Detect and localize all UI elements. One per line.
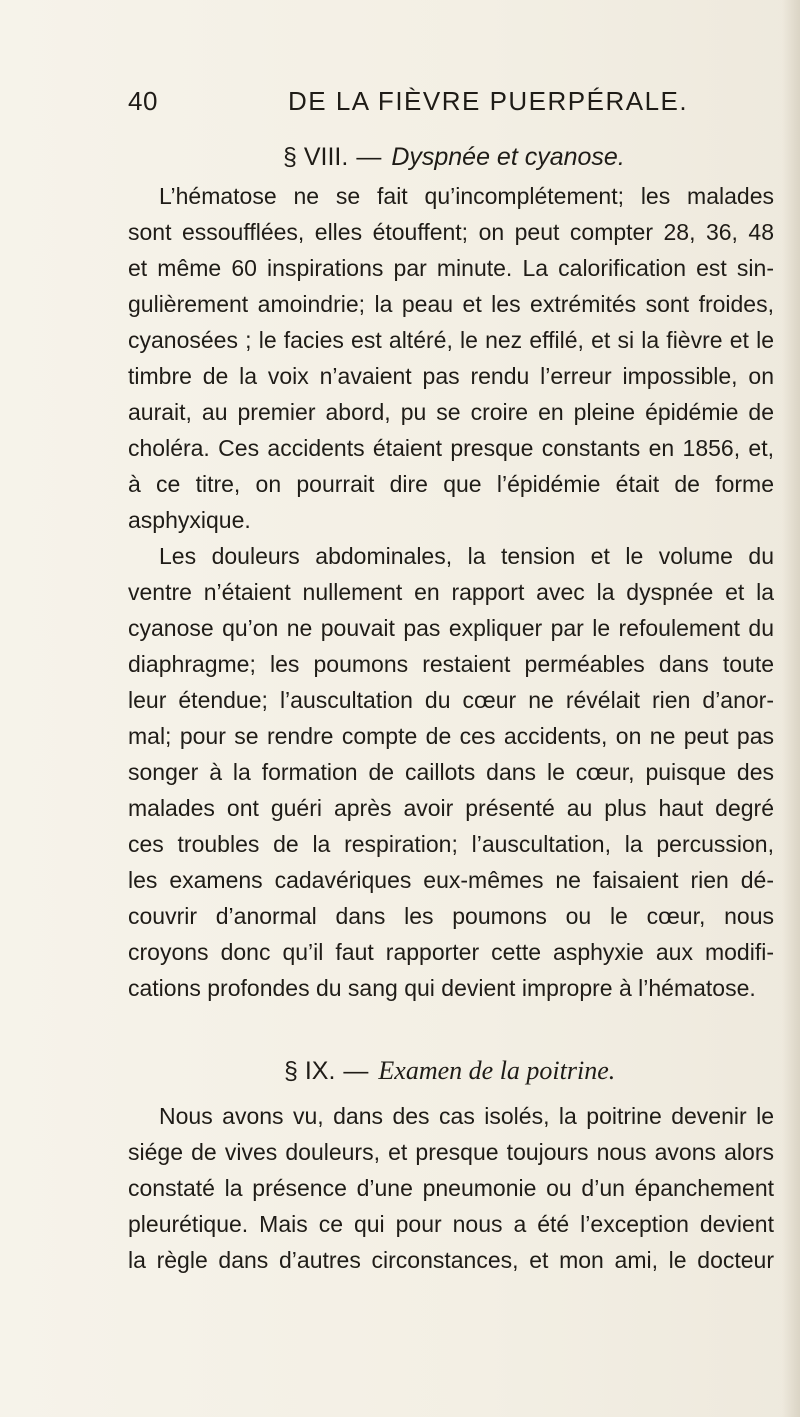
- text-line: à ce titre, on pourrait dire que l’épidémie était de forme: [128, 471, 774, 497]
- text-line: diaphragme; les poumons restaient perméables dans toute: [128, 651, 774, 677]
- text-line: aurait, au premier abord, pu se croire en pleine épidémie de: [128, 399, 774, 425]
- text-line: constaté la présence d’une pneumonie ou d’un épanchement: [128, 1175, 774, 1201]
- text-line: siége de vives douleurs, et presque toujours nous avons alors: [128, 1139, 774, 1165]
- text-line: songer à la formation de caillots dans le cœur, puisque des: [128, 759, 774, 785]
- text-line: gulièrement amoindrie; la peau et les extrémités sont froides,: [128, 291, 774, 317]
- text-line: Les douleurs abdominales, la tension et le volume du: [159, 543, 774, 569]
- text-line: asphyxique.: [128, 507, 251, 533]
- text-line: cyanosées ; le facies est altéré, le nez effilé, et si la fièvre et le: [128, 327, 774, 353]
- text-line: croyons donc qu’il faut rapporter cette asphyxie aux modifi-: [128, 939, 774, 965]
- text-line: Nous avons vu, dans des cas isolés, la poitrine devenir le: [159, 1103, 774, 1129]
- section-heading-viii: [0, 143, 800, 179]
- section-dash: —: [343, 1057, 369, 1085]
- text-line: L’hématose ne se fait qu’incomplétement; les malades: [159, 183, 774, 209]
- text-line: timbre de la voix n’avaient pas rendu l’erreur impossible, on: [128, 363, 774, 389]
- text-line: couvrir d’anormal dans les poumons ou le cœur, nous: [128, 903, 774, 929]
- text-line: sont essoufflées, elles étouffent; on peut compter 28, 36, 48: [128, 219, 774, 245]
- body-text-block-2: [128, 1098, 774, 1278]
- text-line: les examens cadavériques eux-mêmes ne faisaient rien dé-: [128, 867, 774, 893]
- text-line: leur étendue; l’auscultation du cœur ne révélait rien d’anor-: [128, 687, 774, 713]
- body-text-block-1: [128, 178, 774, 1006]
- running-title: DE LA FIÈVRE PUERPÉRALE.: [288, 86, 689, 116]
- text-line: malades ont guéri après avoir présenté au plus haut degré: [128, 795, 774, 821]
- text-line: pleurétique. Mais ce qui pour nous a été l’exception devient: [128, 1211, 774, 1237]
- text-line: ces troubles de la respiration; l’auscultation, la percussion,: [128, 831, 774, 857]
- text-line: choléra. Ces accidents étaient presque constants en 1856, et,: [128, 435, 774, 461]
- section-number: § VIII.: [283, 143, 349, 171]
- text-line: la règle dans d’autres circonstances, et mon ami, le docteur: [128, 1247, 774, 1273]
- section-heading-ix: [0, 1056, 800, 1092]
- section-number: § IX.: [284, 1057, 336, 1085]
- page-edge-shadow: [782, 0, 800, 1417]
- text-line: cyanose qu’on ne pouvait pas expliquer par le refoulement du: [128, 615, 774, 641]
- text-line: cations profondes du sang qui devient impropre à l’hématose.: [128, 975, 756, 1001]
- text-line: mal; pour se rendre compte de ces accidents, on ne peut pas: [128, 723, 774, 749]
- section-title: Examen de la poitrine.: [378, 1056, 616, 1085]
- page-number: 40: [128, 86, 158, 116]
- section-dash: —: [356, 143, 382, 171]
- text-line: et même 60 inspirations par minute. La calorification est sin-: [128, 255, 774, 281]
- text-line: ventre n’étaient nullement en rapport avec la dyspnée et la: [128, 579, 774, 605]
- section-title: Dyspnée et cyanose.: [391, 143, 625, 171]
- running-header: [0, 86, 800, 126]
